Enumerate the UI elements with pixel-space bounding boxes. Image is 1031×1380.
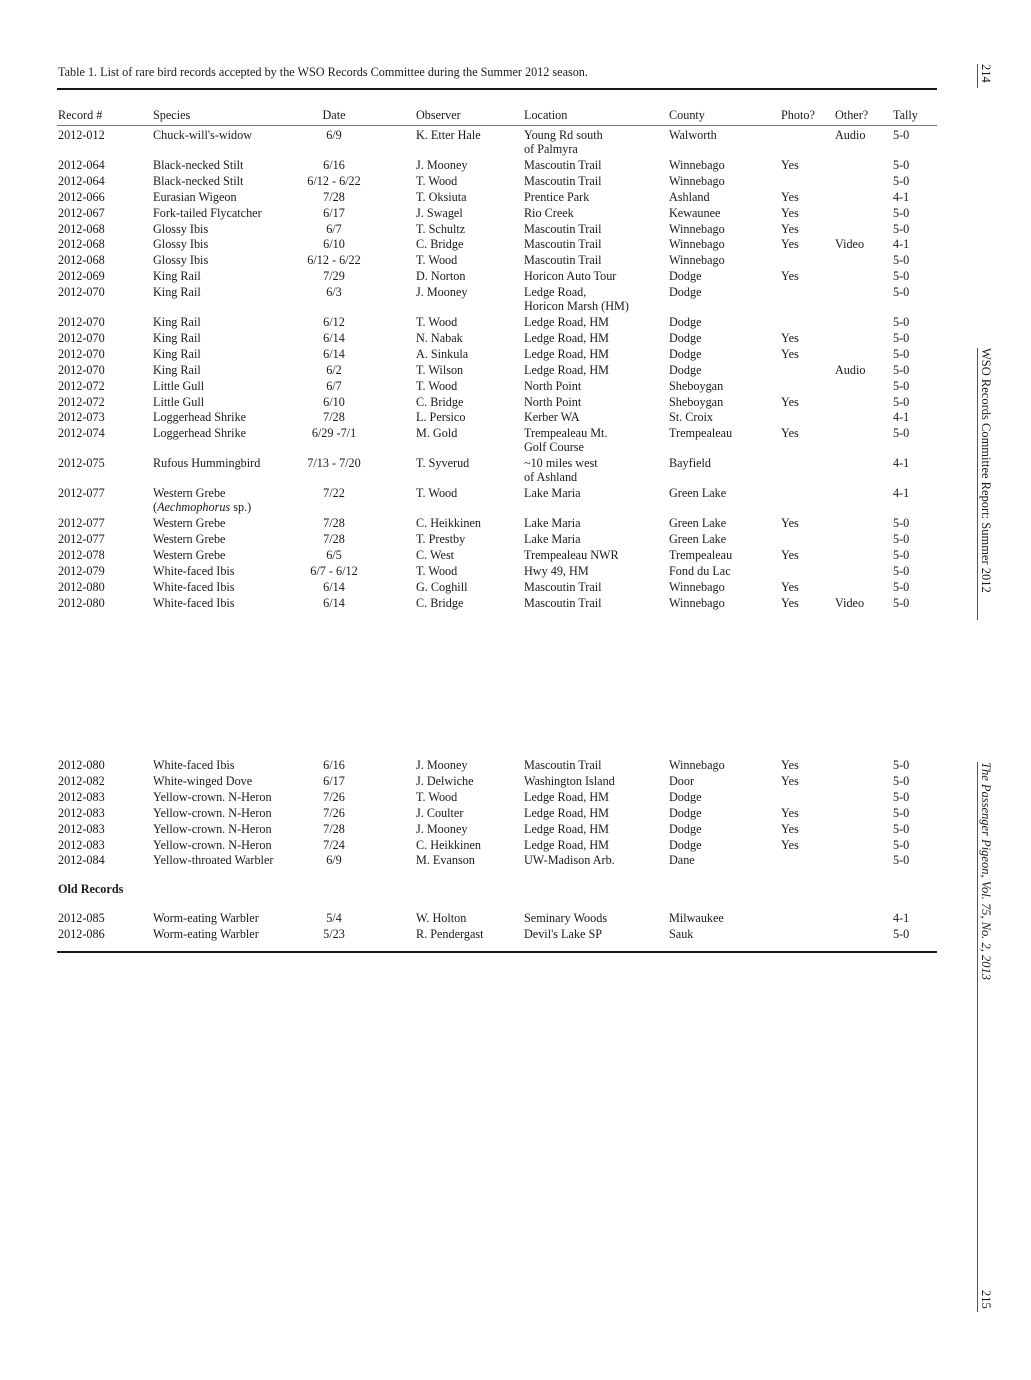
county-cell: Dane (669, 853, 695, 868)
species-cell: Black-necked Stilt (153, 157, 244, 172)
observer-cell: D. Norton (416, 269, 466, 284)
observer-cell: T. Wood (416, 315, 458, 329)
tally-cell: 4-1 (893, 237, 910, 252)
species-cell: White-faced Ibis (153, 563, 235, 578)
date-cell: 6/5 (326, 547, 342, 562)
location-cell: North Point (524, 394, 582, 409)
tally-cell: 5-0 (893, 315, 910, 329)
species-cell: Glossy Ibis (153, 237, 209, 252)
county-cell: Dodge (669, 315, 702, 329)
column-date-header: Date (322, 108, 346, 122)
record-cell: 2012-073 (58, 410, 105, 425)
tally-cell: 5-0 (893, 837, 910, 852)
county-cell: Winnebago (669, 579, 725, 594)
county-cell: Green Lake (669, 516, 727, 530)
observer-cell: T. Wood (416, 173, 458, 188)
observer-cell: J. Mooney (416, 157, 468, 172)
observer-cell: J. Mooney (416, 821, 468, 836)
location-cell: Mascoutin Trail (524, 237, 602, 252)
record-cell: 2012-070 (58, 330, 105, 345)
other-cell: Video (835, 237, 865, 252)
observer-cell: T. Wood (416, 486, 458, 501)
observer-cell: J. Mooney (416, 285, 468, 300)
species-note-prefix: ( (153, 500, 158, 515)
margin-rule-top (977, 64, 978, 88)
location-cell: Ledge Road, HM (524, 805, 609, 820)
tally-cell: 5-0 (893, 330, 910, 345)
photo-cell: Yes (781, 773, 799, 788)
county-cell: Ashland (669, 189, 710, 204)
observer-cell: T. Syverud (416, 456, 470, 471)
date-cell: 6/2 (326, 362, 342, 377)
county-cell: Winnebago (669, 173, 725, 188)
observer-cell: N. Nabak (416, 330, 463, 345)
location-cell: Mascoutin Trail (524, 758, 602, 772)
tally-cell: 5-0 (893, 789, 910, 804)
date-cell: 6/29 -7/1 (311, 426, 357, 441)
location-cell: Ledge Road, HM (524, 789, 609, 804)
date-cell: 6/12 - 6/22 (307, 173, 361, 188)
county-cell: Winnebago (669, 221, 725, 236)
species-cell: Yellow-crown. N-Heron (153, 837, 272, 852)
species-cell: Yellow-crown. N-Heron (153, 821, 272, 836)
species-cell: Western Grebe (153, 547, 226, 562)
record-cell: 2012-074 (58, 426, 105, 441)
county-cell: Milwaukee (669, 911, 724, 925)
date-cell: 7/28 (323, 516, 345, 530)
observer-cell: K. Etter Hale (416, 128, 481, 142)
species-cell: Western Grebe (153, 516, 226, 530)
record-cell: 2012-068 (58, 221, 105, 236)
county-cell: Dodge (669, 330, 702, 345)
species-cell: Western Grebe (153, 486, 226, 501)
observer-cell: C. Bridge (416, 237, 464, 252)
location-cell: Ledge Road, (524, 285, 587, 300)
margin-page-left: 214 (979, 64, 993, 83)
observer-cell: C. Bridge (416, 394, 464, 409)
location-cell: ~10 miles west (524, 456, 598, 471)
observer-cell: C. West (416, 547, 455, 562)
record-cell: 2012-070 (58, 346, 105, 361)
record-cell: 2012-079 (58, 563, 105, 578)
observer-cell: T. Wilson (416, 362, 464, 377)
photo-cell: Yes (781, 805, 799, 820)
species-cell-line2 (153, 499, 251, 515)
margin-rule-mid (977, 348, 978, 620)
photo-cell: Yes (781, 758, 799, 772)
county-cell: Winnebago (669, 595, 725, 610)
species-cell: Eurasian Wigeon (153, 189, 237, 204)
species-note-suffix: sp.) (230, 500, 252, 515)
location-cell: Mascoutin Trail (524, 595, 602, 610)
tally-cell: 5-0 (893, 547, 910, 562)
photo-cell: Yes (781, 547, 799, 562)
other-cell: Audio (835, 362, 866, 377)
species-cell: King Rail (153, 362, 201, 377)
species-cell: Yellow-crown. N-Heron (153, 789, 272, 804)
tally-cell: 5-0 (893, 516, 910, 530)
species-cell: White-faced Ibis (153, 579, 235, 594)
other-cell: Video (835, 595, 865, 610)
observer-cell: T. Wood (416, 789, 458, 804)
location-cell: Mascoutin Trail (524, 157, 602, 172)
county-cell: Winnebago (669, 758, 725, 772)
location-cell: Ledge Road, HM (524, 837, 609, 852)
date-cell: 7/28 (323, 189, 345, 204)
date-cell: 6/7 - 6/12 (310, 563, 358, 578)
species-cell: King Rail (153, 285, 201, 300)
tally-cell: 5-0 (893, 269, 910, 284)
location-cell-line2: of Palmyra (524, 142, 578, 156)
tally-cell: 5-0 (893, 205, 910, 220)
photo-cell: Yes (781, 157, 799, 172)
date-cell: 6/7 (326, 221, 342, 236)
location-cell-line2: Golf Course (524, 440, 584, 455)
tally-cell: 5-0 (893, 173, 910, 188)
record-cell: 2012-077 (58, 516, 105, 530)
observer-cell: J. Mooney (416, 758, 468, 772)
location-cell: Kerber WA (524, 410, 580, 425)
county-cell: Sheboygan (669, 378, 724, 393)
location-cell: Lake Maria (524, 516, 581, 530)
photo-cell: Yes (781, 330, 799, 345)
species-genus: Aechmophorus (157, 500, 231, 515)
column-county-header: County (669, 108, 705, 122)
record-cell: 2012-080 (58, 579, 105, 594)
photo-cell: Yes (781, 189, 799, 204)
header-rule (57, 125, 937, 126)
species-cell: Chuck-will's-widow (153, 128, 253, 142)
photo-cell: Yes (781, 237, 799, 252)
county-cell: Bayfield (669, 456, 711, 471)
location-cell: Ledge Road, HM (524, 346, 609, 361)
observer-cell: A. Sinkula (416, 346, 469, 361)
record-cell: 2012-070 (58, 285, 105, 300)
species-cell: Yellow-throated Warbler (153, 853, 274, 868)
species-cell: Rufous Hummingbird (153, 456, 261, 471)
observer-cell: G. Coghill (416, 579, 468, 594)
date-cell: 7/26 (323, 805, 345, 820)
species-cell: King Rail (153, 330, 201, 345)
record-cell: 2012-080 (58, 595, 105, 610)
county-cell: Sheboygan (669, 394, 724, 409)
county-cell: Winnebago (669, 237, 725, 252)
photo-cell: Yes (781, 205, 799, 220)
location-cell: Ledge Road, HM (524, 315, 609, 329)
species-cell: Yellow-crown. N-Heron (153, 805, 272, 820)
county-cell: Green Lake (669, 486, 727, 501)
species-cell: White-faced Ibis (153, 758, 235, 772)
species-cell: White-winged Dove (153, 773, 253, 788)
column-tally-header: Tally (893, 108, 918, 122)
location-cell: North Point (524, 378, 582, 393)
photo-cell: Yes (781, 595, 799, 610)
record-cell: 2012-070 (58, 362, 105, 377)
species-cell: King Rail (153, 315, 201, 329)
location-cell: Prentice Park (524, 189, 590, 204)
county-cell: Dodge (669, 837, 702, 852)
tally-cell: 4-1 (893, 911, 910, 925)
location-cell: Trempealeau Mt. (524, 426, 608, 441)
county-cell: Walworth (669, 128, 717, 142)
date-cell: 6/12 - 6/22 (307, 253, 361, 268)
tally-cell: 4-1 (893, 486, 910, 501)
tally-cell: 5-0 (893, 821, 910, 836)
photo-cell: Yes (781, 394, 799, 409)
record-cell: 2012-068 (58, 253, 105, 268)
location-cell: Seminary Woods (524, 911, 608, 925)
species-cell: White-faced Ibis (153, 595, 235, 610)
date-cell: 6/7 (326, 378, 342, 393)
species-cell: Fork-tailed Flycatcher (153, 205, 262, 220)
date-cell: 7/13 - 7/20 (307, 456, 361, 471)
county-cell: Sauk (669, 926, 694, 941)
date-cell: 6/14 (323, 346, 345, 361)
tally-cell: 5-0 (893, 579, 910, 594)
observer-cell: T. Schultz (416, 221, 466, 236)
margin-rule-bottom (977, 762, 978, 1312)
location-cell: Trempealeau NWR (524, 547, 619, 562)
location-cell: Washington Island (524, 773, 615, 788)
species-cell: King Rail (153, 269, 201, 284)
location-cell: Young Rd south (524, 128, 603, 142)
photo-cell: Yes (781, 821, 799, 836)
date-cell: 7/26 (323, 789, 345, 804)
location-cell: UW-Madison Arb. (524, 853, 615, 868)
observer-cell: T. Oksiuta (416, 189, 467, 204)
record-cell: 2012-086 (58, 926, 105, 941)
record-cell: 2012-070 (58, 315, 105, 329)
date-cell: 6/14 (323, 330, 345, 345)
column-record-header: Record # (58, 108, 103, 122)
species-cell: Loggerhead Shrike (153, 410, 247, 425)
tally-cell: 4-1 (893, 189, 910, 204)
record-cell: 2012-075 (58, 456, 105, 471)
photo-cell: Yes (781, 579, 799, 594)
county-cell: Dodge (669, 821, 702, 836)
location-cell: Devil's Lake SP (524, 926, 603, 941)
date-cell: 7/28 (323, 531, 345, 546)
tally-cell: 5-0 (893, 805, 910, 820)
species-cell: Black-necked Stilt (153, 173, 244, 188)
species-cell: Glossy Ibis (153, 253, 209, 268)
species-cell: Little Gull (153, 394, 205, 409)
county-cell: Trempealeau (669, 426, 733, 441)
observer-cell: M. Gold (416, 426, 458, 441)
species-cell: Little Gull (153, 378, 205, 393)
observer-cell: T. Prestby (416, 531, 466, 546)
location-cell: Ledge Road, HM (524, 821, 609, 836)
county-cell: Winnebago (669, 157, 725, 172)
record-cell: 2012-083 (58, 837, 105, 852)
tally-cell: 5-0 (893, 378, 910, 393)
record-cell: 2012-078 (58, 547, 105, 562)
date-cell: 6/12 (323, 315, 345, 329)
tally-cell: 5-0 (893, 394, 910, 409)
tally-cell: 4-1 (893, 456, 910, 471)
tally-cell: 5-0 (893, 221, 910, 236)
location-cell: Lake Maria (524, 531, 581, 546)
tally-cell: 5-0 (893, 346, 910, 361)
margin-journal: The Passenger Pigeon, Vol. 75, No. 2, 2013 (979, 762, 993, 981)
observer-cell: J. Coulter (416, 805, 464, 820)
column-species-header: Species (153, 108, 191, 122)
photo-cell: Yes (781, 426, 799, 441)
tally-cell: 5-0 (893, 128, 910, 142)
observer-cell: C. Heikkinen (416, 837, 481, 852)
tally-cell: 4-1 (893, 410, 910, 425)
observer-cell: T. Wood (416, 253, 458, 268)
record-cell: 2012-072 (58, 378, 105, 393)
date-cell: 7/24 (323, 837, 345, 852)
record-cell: 2012-080 (58, 758, 105, 772)
tally-cell: 5-0 (893, 426, 910, 441)
observer-cell: T. Wood (416, 378, 458, 393)
location-cell: Mascoutin Trail (524, 173, 602, 188)
record-cell: 2012-083 (58, 805, 105, 820)
tally-cell: 5-0 (893, 253, 910, 268)
date-cell: 6/10 (323, 237, 345, 252)
record-cell: 2012-064 (58, 157, 105, 172)
tally-cell: 5-0 (893, 157, 910, 172)
record-cell: 2012-083 (58, 821, 105, 836)
margin-running-head: WSO Records Committee Report: Summer 2012 (979, 348, 993, 593)
date-cell: 6/9 (326, 128, 342, 142)
observer-cell: C. Bridge (416, 595, 464, 610)
date-cell: 6/3 (326, 285, 342, 300)
observer-cell: J. Delwiche (416, 773, 474, 788)
observer-cell: R. Pendergast (416, 926, 484, 941)
species-cell: Worm-eating Warbler (153, 926, 259, 941)
location-cell-line2: Horicon Marsh (HM) (524, 299, 629, 314)
location-cell: Mascoutin Trail (524, 221, 602, 236)
date-cell: 5/4 (326, 911, 342, 925)
species-cell: King Rail (153, 346, 201, 361)
record-cell: 2012-067 (58, 205, 105, 220)
species-cell: Loggerhead Shrike (153, 426, 247, 441)
record-cell: 2012-069 (58, 269, 105, 284)
observer-cell: W. Holton (416, 911, 467, 925)
observer-cell: J. Swagel (416, 205, 463, 220)
record-cell: 2012-077 (58, 486, 105, 501)
tally-cell: 5-0 (893, 563, 910, 578)
date-cell: 6/17 (323, 773, 345, 788)
county-cell: Trempealeau (669, 547, 733, 562)
date-cell: 6/17 (323, 205, 345, 220)
photo-cell: Yes (781, 837, 799, 852)
record-cell: 2012-064 (58, 173, 105, 188)
record-cell: 2012-072 (58, 394, 105, 409)
column-photo-header: Photo? (781, 108, 815, 122)
old-records-heading: Old Records (58, 882, 124, 896)
record-cell: 2012-077 (58, 531, 105, 546)
date-cell: 6/14 (323, 579, 345, 594)
location-cell: Ledge Road, HM (524, 362, 609, 377)
location-cell: Rio Creek (524, 205, 574, 220)
location-cell: Hwy 49, HM (524, 563, 589, 578)
date-cell: 6/14 (323, 595, 345, 610)
observer-cell: C. Heikkinen (416, 516, 481, 530)
column-location-header: Location (524, 108, 568, 122)
species-cell: Worm-eating Warbler (153, 911, 259, 925)
county-cell: Dodge (669, 805, 702, 820)
record-cell: 2012-012 (58, 128, 105, 142)
county-cell: Kewaunee (669, 205, 721, 220)
tally-cell: 5-0 (893, 758, 910, 772)
record-cell: 2012-083 (58, 789, 105, 804)
date-cell: 6/10 (323, 394, 345, 409)
top-rule (57, 88, 937, 90)
tally-cell: 5-0 (893, 595, 910, 610)
location-cell: Ledge Road, HM (524, 330, 609, 345)
location-cell: Mascoutin Trail (524, 253, 602, 268)
bottom-rule (57, 951, 937, 953)
location-cell: Lake Maria (524, 486, 581, 501)
record-cell: 2012-082 (58, 773, 105, 788)
tally-cell: 5-0 (893, 853, 910, 868)
date-cell: 7/22 (323, 486, 345, 501)
county-cell: Dodge (669, 789, 702, 804)
tally-cell: 5-0 (893, 362, 910, 377)
photo-cell: Yes (781, 221, 799, 236)
county-cell: Fond du Lac (669, 563, 731, 578)
county-cell: Winnebago (669, 253, 725, 268)
photo-cell: Yes (781, 269, 799, 284)
location-cell: Horicon Auto Tour (524, 269, 617, 284)
species-cell: Western Grebe (153, 531, 226, 546)
date-cell: 7/28 (323, 410, 345, 425)
county-cell: Dodge (669, 285, 702, 300)
record-cell: 2012-085 (58, 911, 105, 925)
margin-page-right: 215 (979, 1290, 993, 1309)
photo-cell: Yes (781, 516, 799, 530)
date-cell: 7/28 (323, 821, 345, 836)
column-other-header: Other? (835, 108, 869, 122)
date-cell: 6/16 (323, 758, 345, 772)
observer-cell: M. Evanson (416, 853, 475, 868)
date-cell: 6/16 (323, 157, 345, 172)
date-cell: 7/29 (323, 269, 345, 284)
tally-cell: 5-0 (893, 531, 910, 546)
county-cell: Green Lake (669, 531, 727, 546)
county-cell: Dodge (669, 269, 702, 284)
other-cell: Audio (835, 128, 866, 142)
date-cell: 6/9 (326, 853, 342, 868)
county-cell: St. Croix (669, 410, 714, 425)
location-cell: Mascoutin Trail (524, 579, 602, 594)
county-cell: Dodge (669, 346, 702, 361)
tally-cell: 5-0 (893, 926, 910, 941)
date-cell: 5/23 (323, 926, 345, 941)
observer-cell: T. Wood (416, 563, 458, 578)
species-cell: Glossy Ibis (153, 221, 209, 236)
column-observer-header: Observer (416, 108, 461, 122)
county-cell: Door (669, 773, 695, 788)
record-cell: 2012-066 (58, 189, 105, 204)
photo-cell: Yes (781, 346, 799, 361)
table-caption: Table 1. List of rare bird records accepted by the WSO Records Committee during the Summer 2012 season. (58, 65, 588, 79)
county-cell: Dodge (669, 362, 702, 377)
observer-cell: L. Persico (416, 410, 466, 425)
location-cell-line2: of Ashland (524, 470, 578, 485)
tally-cell: 5-0 (893, 773, 910, 788)
tally-cell: 5-0 (893, 285, 910, 300)
record-cell: 2012-084 (58, 853, 105, 868)
record-cell: 2012-068 (58, 237, 105, 252)
